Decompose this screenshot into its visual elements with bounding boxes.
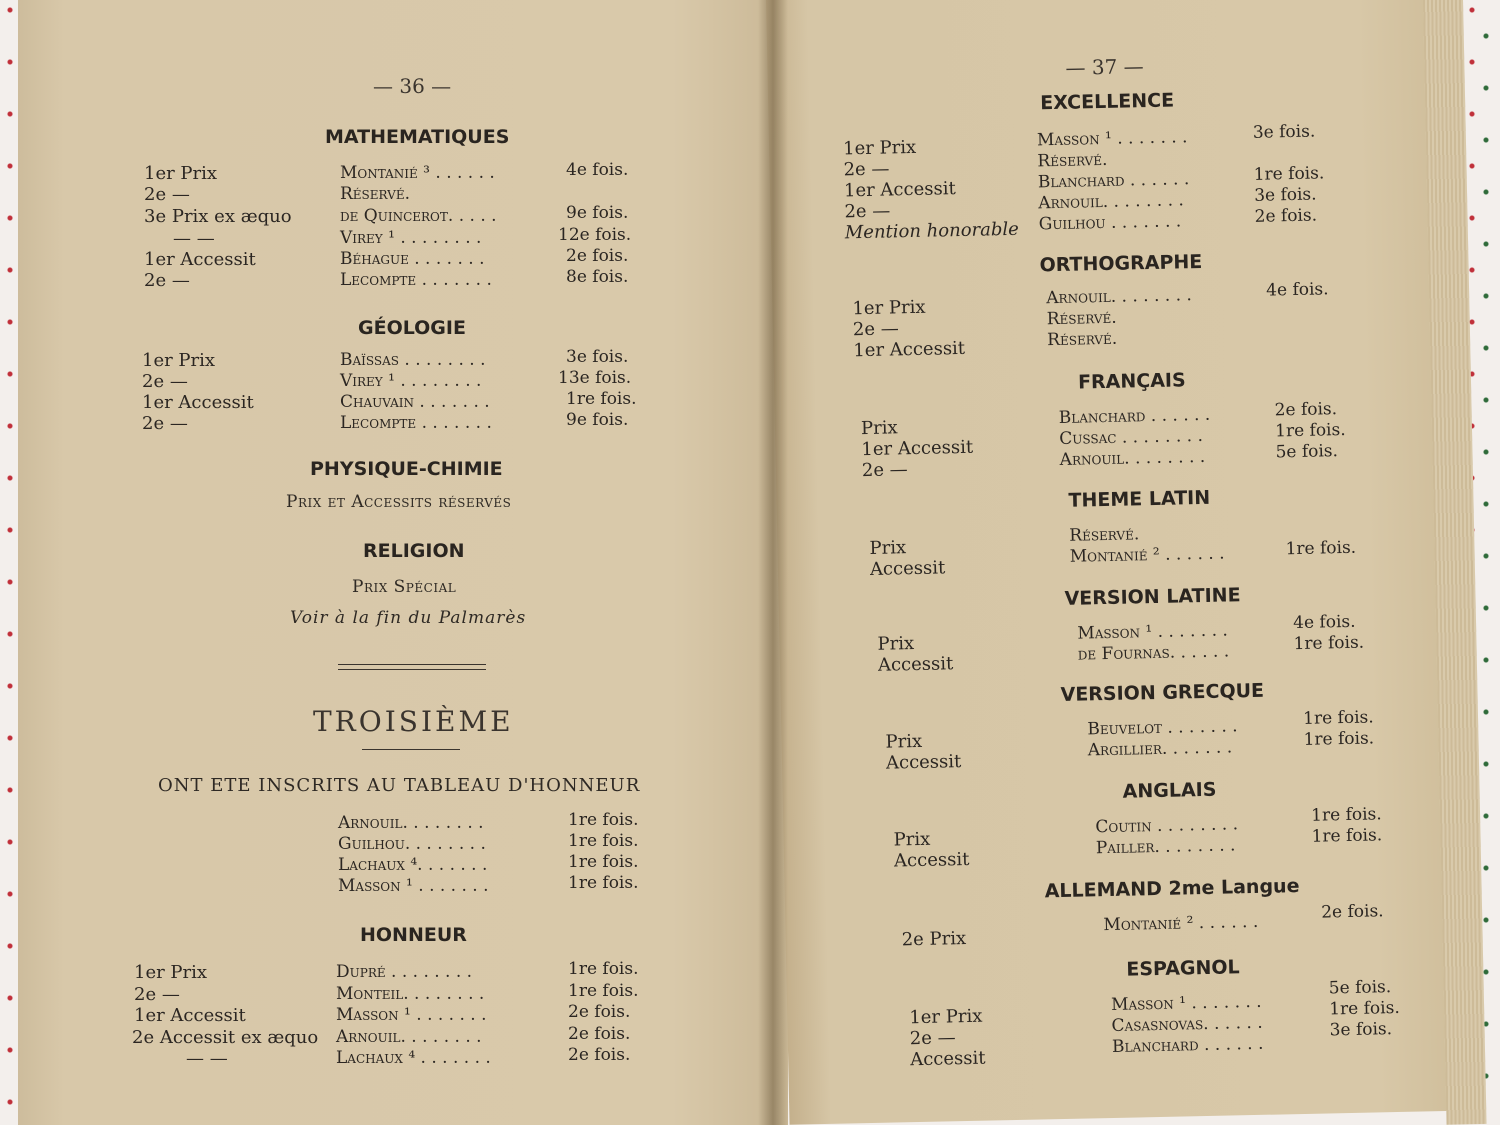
- rank-label: 1er Accessit: [853, 337, 966, 362]
- rank-label: 2e —: [909, 1027, 956, 1050]
- times-count: 9e fois.: [566, 203, 629, 223]
- student-name: Virey ¹ . . . . . . . .: [340, 371, 482, 391]
- rank-label: 2e —: [142, 413, 188, 434]
- times-count: 5e fois.: [1328, 977, 1392, 999]
- student-name: Cussac . . . . . . . .: [1059, 425, 1204, 449]
- student-name: Masson ¹ . . . . . . .: [336, 1005, 487, 1025]
- heading-anglais: ANGLAIS: [1122, 778, 1217, 803]
- heading-honneur: HONNEUR: [360, 924, 467, 946]
- student-name: Béhague . . . . . . .: [340, 249, 485, 269]
- student-name: Arnouil. . . . . . . .: [1038, 190, 1185, 214]
- rank-label: 2e —: [843, 158, 890, 181]
- rank-label: 2e —: [134, 984, 180, 1005]
- rank-label: Mention honorable: [844, 218, 1020, 244]
- rank-label: Prix: [893, 828, 931, 851]
- times-count: 1re fois.: [568, 852, 639, 872]
- religion-prize: Prix Spécial: [352, 577, 457, 597]
- student-name: Pailler. . . . . . . .: [1095, 835, 1236, 859]
- tableau-honneur-title: ONT ETE INSCRITS AU TABLEAU D'HONNEUR: [158, 775, 641, 796]
- student-name: Masson ¹ . . . . . . .: [1110, 991, 1262, 1015]
- rank-label: Prix: [869, 537, 907, 559]
- times-count: 4e fois.: [1265, 279, 1329, 301]
- heading-version-grecque: VERSION GRECQUE: [1060, 679, 1265, 706]
- times-count: 2e fois.: [568, 1002, 631, 1022]
- rank-label: 2e —: [144, 270, 190, 291]
- student-name: Guilhou . . . . . . .: [1038, 211, 1182, 235]
- times-count: 4e fois.: [566, 160, 629, 180]
- student-name: Guilhou. . . . . . . .: [338, 834, 486, 854]
- rank-label: 1er Prix: [852, 296, 926, 320]
- rank-label: Prix: [885, 730, 923, 753]
- student-name: Beuvelot . . . . . . .: [1087, 716, 1238, 740]
- rank-label: 2e Prix: [901, 928, 967, 951]
- student-name: Masson ¹ . . . . . . .: [338, 876, 489, 896]
- student-name: Montanié ² . . . . . .: [1103, 911, 1259, 936]
- times-count: 1re fois.: [1303, 728, 1375, 750]
- heading-espagnol: ESPAGNOL: [1126, 956, 1240, 981]
- rank-label: 1er Prix: [134, 962, 208, 983]
- times-count: 2e fois.: [1321, 901, 1384, 923]
- rank-label: Prix: [877, 633, 915, 655]
- rank-label: 1er Accessit: [843, 178, 956, 202]
- heading-theme-latin: THEME LATIN: [1068, 486, 1211, 512]
- times-count: 2e fois.: [1274, 399, 1338, 421]
- times-count: 1re fois.: [1253, 163, 1325, 185]
- rank-label: Accessit: [893, 848, 970, 872]
- times-count: 8e fois.: [566, 267, 629, 287]
- times-count: 3e fois.: [1253, 184, 1317, 206]
- rank-label: 1er Prix: [142, 350, 216, 371]
- student-name: Dupré . . . . . . . .: [336, 962, 473, 982]
- heading-geologie: GÉOLOGIE: [358, 317, 466, 339]
- times-count: 9e fois.: [566, 410, 629, 430]
- student-name: Casasnovas. . . . . .: [1111, 1012, 1263, 1036]
- rank-label: 2e —: [852, 318, 899, 341]
- student-name: de Quincerot. . . . .: [340, 206, 497, 226]
- heading-version-latine: VERSION LATINE: [1064, 584, 1241, 610]
- rank-label: 1er Prix: [842, 136, 917, 160]
- student-name: Chauvain . . . . . . .: [340, 392, 490, 412]
- title-underline: [362, 749, 460, 750]
- rank-label: Accessit: [877, 653, 954, 676]
- rank-label: 2e —: [844, 200, 891, 223]
- times-count: 1re fois.: [1293, 632, 1365, 655]
- student-name: Arnouil. . . . . . . .: [1046, 285, 1193, 309]
- times-count: 1re fois.: [1274, 419, 1346, 442]
- page-number-right: — 37 —: [1065, 54, 1144, 80]
- student-name: Lecompte . . . . . . .: [340, 413, 492, 433]
- student-name: Blanchard . . . . . .: [1058, 404, 1211, 428]
- times-count: 2e fois.: [568, 1045, 631, 1065]
- times-count: 1re fois.: [1310, 804, 1382, 826]
- rank-label: Accessit: [885, 751, 962, 774]
- times-count: 1re fois.: [1302, 707, 1374, 729]
- rank-label: 1er Accessit: [861, 436, 974, 461]
- times-count: 2e fois.: [1254, 205, 1318, 227]
- times-count: 1re fois.: [568, 873, 639, 893]
- times-count: 4e fois.: [1292, 611, 1356, 634]
- section-divider: [338, 664, 486, 670]
- times-count: 1re fois.: [566, 389, 637, 409]
- student-name: Lachaux ⁴ . . . . . . .: [336, 1048, 491, 1068]
- physique-note: Prix et Accessits réservés: [286, 492, 512, 512]
- times-count: 2e fois.: [568, 1024, 631, 1044]
- heading-francais: FRANÇAIS: [1077, 369, 1186, 394]
- student-name: Réservé.: [1046, 328, 1118, 351]
- rank-label: 1er Accessit: [134, 1005, 246, 1026]
- rank-label: 1er Prix: [909, 1005, 983, 1029]
- book-spine: [758, 0, 788, 1125]
- rank-label: 2e —: [861, 459, 908, 482]
- student-name: Masson ¹ . . . . . . .: [1036, 127, 1188, 151]
- student-name: Monteil. . . . . . . .: [336, 984, 485, 1004]
- times-count: 1re fois.: [1329, 997, 1400, 1020]
- times-count: 1re fois.: [568, 959, 639, 979]
- times-count: 1re fois.: [1285, 537, 1357, 560]
- rank-label: 2e Accessit ex æquo: [132, 1027, 319, 1048]
- times-count: 1re fois.: [1311, 825, 1383, 847]
- times-count: 12e fois.: [558, 225, 632, 245]
- rank-label: Prix: [860, 417, 898, 440]
- times-count: 1re fois.: [568, 831, 639, 851]
- student-name: Lecompte . . . . . . .: [340, 270, 492, 290]
- student-name: Blanchard . . . . . .: [1111, 1033, 1264, 1057]
- rank-label: Accessit: [869, 557, 946, 580]
- page-left: [18, 0, 788, 1125]
- student-name: Arnouil. . . . . . . .: [1059, 446, 1206, 470]
- student-name: Baïssas . . . . . . . .: [340, 350, 486, 370]
- heading-mathematiques: MATHEMATIQUES: [325, 126, 510, 148]
- times-count: 5e fois.: [1275, 441, 1339, 463]
- student-name: Arnouil. . . . . . . .: [338, 813, 484, 833]
- open-booklet: [18, 0, 1460, 1125]
- times-count: 3e fois.: [1252, 121, 1316, 143]
- page-number-left: — 36 —: [373, 74, 452, 98]
- rank-label: — —: [186, 1048, 228, 1069]
- student-name: Arnouil. . . . . . . .: [336, 1027, 482, 1047]
- student-name: Coutin . . . . . . . .: [1095, 814, 1239, 838]
- student-name: Montanié ² . . . . . .: [1069, 543, 1225, 567]
- student-name: de Fournas. . . . . .: [1077, 641, 1230, 665]
- student-name: Virey ¹ . . . . . . . .: [340, 228, 482, 248]
- page-right: [766, 0, 1483, 1125]
- religion-note: Voir à la fin du Palmarès: [290, 608, 527, 628]
- rank-label: 1er Accessit: [142, 392, 254, 413]
- student-name: Masson ¹ . . . . . . .: [1077, 620, 1229, 644]
- student-name: Montanié ³ . . . . . .: [340, 163, 495, 183]
- heading-orthographe: ORTHOGRAPHE: [1039, 250, 1203, 277]
- student-name: Réservé.: [1069, 524, 1140, 546]
- class-title-troisieme: TROISIÈME: [313, 705, 514, 738]
- times-count: 1re fois.: [568, 981, 639, 1001]
- times-count: 2e fois.: [566, 246, 629, 266]
- rank-label: 2e —: [142, 371, 188, 392]
- heading-physique-chimie: PHYSIQUE-CHIMIE: [310, 458, 503, 480]
- student-name: Réservé.: [1046, 307, 1117, 330]
- times-count: 13e fois.: [558, 368, 632, 388]
- rank-label: — —: [173, 228, 215, 249]
- times-count: 3e fois.: [1329, 1019, 1393, 1041]
- student-name: Blanchard . . . . . .: [1037, 169, 1190, 193]
- rank-label: 1er Prix: [144, 163, 218, 184]
- student-name: Réservé.: [1037, 149, 1108, 172]
- student-name: Argillier. . . . . . .: [1087, 737, 1233, 761]
- student-name: Lachaux ⁴. . . . . . .: [338, 855, 488, 875]
- rank-label: 3e Prix ex æquo: [144, 206, 292, 227]
- rank-label: Accessit: [910, 1047, 986, 1071]
- times-count: 3e fois.: [566, 347, 629, 367]
- rank-label: 2e —: [144, 184, 190, 205]
- heading-religion: RELIGION: [363, 540, 465, 562]
- heading-excellence: EXCELLENCE: [1039, 89, 1175, 115]
- rank-label: 1er Accessit: [144, 249, 256, 270]
- heading-allemand: ALLEMAND 2me Langue: [1044, 875, 1300, 903]
- student-name: Réservé.: [340, 184, 410, 204]
- times-count: 1re fois.: [568, 810, 639, 830]
